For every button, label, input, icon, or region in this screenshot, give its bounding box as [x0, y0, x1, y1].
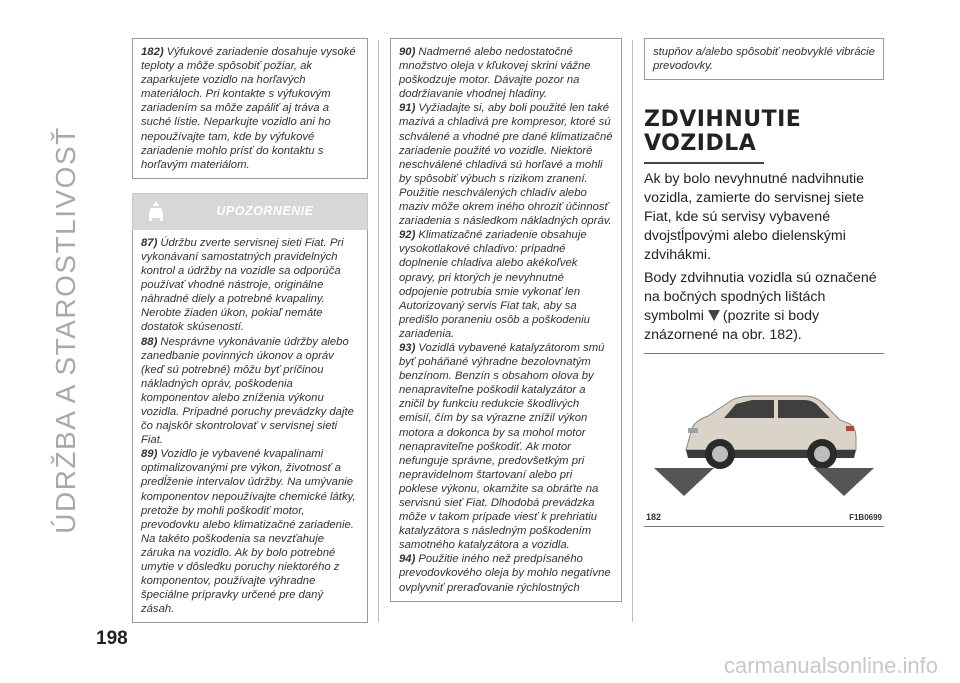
chapter-side-title-text: ÚDRŽBA A STAROSTLIVOSŤ — [50, 126, 81, 534]
figure-182 — [644, 353, 884, 527]
watermark-text: carmanualsonline.info — [723, 653, 938, 678]
column-left — [132, 38, 368, 623]
lift-point-symbol-icon — [708, 310, 720, 321]
note-92: 92) Klimatizačné zariadenie obsahuje vysokotlakové chladivo: prípadné doplnenie chladiva alebo akékoľvek opravy, pri ktorých je nevyhnutné odpojenie potrubia smie vykonať len Autorizovaný servis Fiat tak, aby sa predišlo poraneniu osôb a poškodeniu zariadenia. — [399, 229, 590, 340]
continued-note-box — [644, 38, 884, 80]
note-94: 94) Použitie iného než predpísaného prevodovkového oleja by mohlo negatívne ovplyvniť preraďovanie rýchlostných — [399, 553, 611, 594]
notes-box — [390, 38, 622, 602]
page-number: 198 — [96, 628, 128, 649]
warning-88: 88) Nesprávne vykonávanie údržby alebo zanedbanie povinných úkonov a opráv (keď sú potrebné) môžu byť príčinou nákladných opráv, poškodenia komponentov alebo zníženia výkonu vozidla. Prípadné poruchy prevádzky dajte čo najskôr skontrolovať v servisnej sieti Fiat. — [141, 335, 354, 447]
note-box — [132, 38, 368, 179]
lift-marker-rear — [814, 468, 874, 496]
warning-title: UPOZORNENIE — [216, 203, 314, 218]
warning-header — [132, 193, 368, 230]
warning-87: 87) Údržbu zverte servisnej sieti Fiat. Pri vykonávaní samostatných pravidelných kontrol a údržby na vozidle sa odporúča používať vhodné nástroje, originálne náhradné diely a potrebné kvapaliny. Nerobte žiaden úkon, pokiaľ nemáte dostatok skúseností. — [141, 236, 344, 334]
figure-code: F1B0699 — [849, 513, 882, 523]
figure-number: 182 — [646, 512, 662, 523]
column-middle — [390, 38, 622, 602]
car-lift-illustration — [644, 354, 884, 504]
warning-89: 89) Vozidlo je vybavené kvapalinami optimalizovanými pre výkon, životnosť a predĺženie intervalov údržby. Na umývanie komponentov nepoužívajte chemické látky, pretože by mohli poškodiť motor, prevodovku alebo klimatizačné zariadenie. Na takéto poškodenia sa nevzťahuje záruka na vozidlo. Ak by bolo potrebné umytie v dôsledku poruchy niektorého z komponentov, používajte výhradne špeciálne prípravky určené pre daný zásah. — [141, 448, 356, 616]
heading-underline — [644, 162, 764, 164]
warning-box — [132, 230, 368, 624]
paragraph-lifting-service: Ak by bolo nevyhnutné nadvihnutie vozidla, zamierte do servisnej siete Fiat, kde sú servisy vybavené dvojstĺpovými alebo dielenskými zdvihákmi. — [644, 171, 865, 264]
continued-note: stupňov a/alebo spôsobiť neobvyklé vibrácie prevodovky. — [653, 46, 875, 73]
note-91: 91) Vyžiadajte si, aby boli použité len také mazivá a chladivá pre kompresor, ktoré sú schválené a vhodné pre dané klimatizačné zariadenie použité vo vozidle. Niektoré neschválené chladivá sú horľavé a mohli by spôsobiť výbuch s rizikom zranení. Použitie neschválených chladív alebo maziv môže okrem iného ohroziť účinnosť zariadenia s následkom nákladných opráv. — [399, 102, 613, 228]
section-heading: ZDVIHNUTIE VOZIDLA — [644, 107, 802, 157]
column-divider — [632, 40, 633, 622]
note-90: 90) Nadmerné alebo nedostatočné množstvo oleja v kľukovej skrini vážne poškodzuje motor. Dávajte pozor na dodržiavanie vhodnej hladiny. — [399, 46, 591, 101]
note-93: 93) Vozidlá vybavené katalyzátorom smú byť poháňané výhradne bezolovnatým benzínom. Benzín s obsahom olova by nenapraviteľne poškodil katalyzátor a zničil by funkciu redukcie škodlivých emisií, čím by sa výrazne znížil výkon motora a dokonca by sa mohol motor nenapraviteľne poškodiť. Ak motor nefunguje správne, predovšetkým pri nepravidelnom štartovaní alebo pri poklese výkonu, okamžite sa obráťte na servisnú sieť Fiat. Dlhodobá prevádzka môže v takom prípade viesť k prehriatiu katalyzátora s následným poškodením samotného katalyzátora a vozidla. — [399, 341, 605, 552]
note-182: 182) Výfukové zariadenie dosahuje vysoké teploty a môže spôsobiť požiar, ak zaparkujete vozidlo na horľavých materiáloch. Pri kontakte s výfukovým zariadením sa môže zapáliť aj tráva a suché lístie. Neparkujte vozidlo ani ho nepoužívajte tam, kde by výfukové zariadenie mohlo prísť do kontaktu s horľavým materiálom. — [141, 46, 356, 171]
column-divider — [378, 40, 379, 622]
column-right — [644, 38, 884, 527]
lift-marker-front — [654, 468, 714, 496]
paragraph-lift-points: Body zdvihnutia vozidla sú označené na bočných spodných lištách symbolmi (pozrite si body znázornené na obr. 182). — [644, 270, 877, 344]
